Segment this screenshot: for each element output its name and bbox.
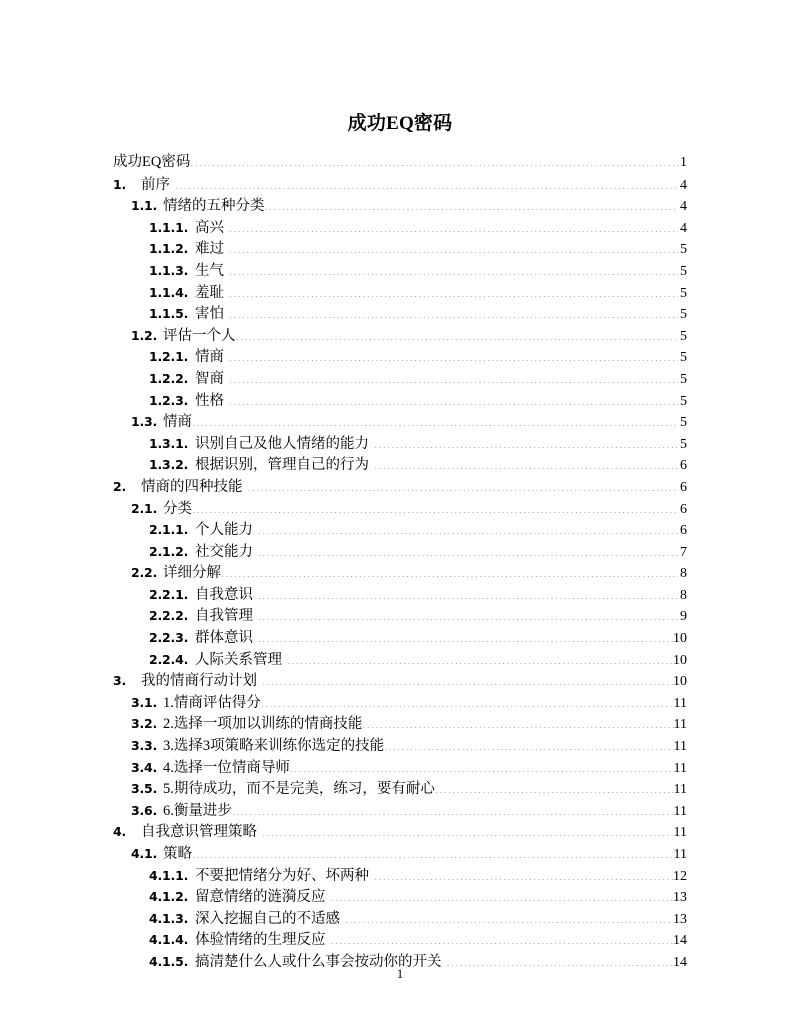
toc-entry-page-number: 5 [680, 242, 687, 258]
toc-dot-leader [362, 714, 673, 728]
toc-entry-number: 1.2. [131, 327, 158, 343]
toc-dot-leader [229, 369, 678, 383]
toc-entry-page-number: 4 [680, 199, 687, 215]
toc-entry-number: 2.2.1. [149, 586, 189, 602]
toc-entry-label: 成功EQ密码 [113, 154, 191, 170]
toc-entry-page-number: 13 [673, 890, 687, 906]
toc-entry-label: 个人能力 [195, 522, 253, 539]
toc-entry-label: 情绪的五种分类 [163, 198, 265, 215]
toc-entry-page-number: 12 [673, 868, 687, 884]
toc-entry[interactable] [131, 778, 687, 800]
toc-dot-leader [435, 779, 674, 793]
toc-dot-leader [229, 347, 678, 361]
toc-entry-label: 自我管理 [195, 608, 253, 625]
toc-entry-number: 2.2.4. [149, 651, 189, 667]
toc-dot-leader [229, 261, 678, 275]
toc-entry[interactable] [149, 368, 687, 390]
toc-entry-number: 2.2. [131, 565, 158, 581]
toc-entry-label: 羞耻 [195, 284, 224, 301]
toc-entry[interactable] [149, 929, 687, 951]
toc-entry-label: 3.选择3项策略来训练你选定的技能 [163, 738, 385, 755]
toc-entry-page-number: 9 [680, 609, 687, 625]
toc-entry-page-number: 10 [673, 631, 687, 647]
toc-entry-label: 评估一个人 [163, 327, 236, 344]
toc-entry-page-number: 11 [673, 847, 687, 862]
toc-dot-leader [290, 758, 674, 772]
toc-entry-page-number: 11 [673, 782, 687, 798]
toc-dot-leader [374, 866, 673, 880]
toc-entry-number: 1.3. [131, 414, 158, 430]
toc-entry[interactable] [131, 843, 687, 865]
toc-dot-leader [374, 455, 678, 469]
toc-entry-label: 性格 [195, 392, 224, 409]
toc-dot-leader [232, 801, 674, 815]
toc-dot-leader [258, 606, 678, 620]
toc-entry[interactable] [149, 282, 687, 304]
toc-dot-leader [175, 175, 678, 189]
toc-entry-label: 4.选择一位情商导师 [163, 759, 290, 776]
toc-entry-number: 3.3. [131, 738, 158, 754]
toc-entry-number: 3.2. [131, 716, 158, 732]
toc-dot-leader [331, 887, 674, 901]
toc-entry-number: 4.1.5. [149, 953, 189, 969]
toc-entry[interactable] [113, 670, 687, 692]
toc-entry-number: 4. [113, 824, 127, 840]
toc-entry-page-number: 11 [673, 739, 687, 755]
toc-entry-label: 生气 [195, 262, 224, 279]
toc-entry-label: 高兴 [195, 219, 224, 236]
toc-dot-leader [192, 499, 678, 513]
toc-entry-number: 4.1.1. [149, 867, 189, 883]
toc-entry-number: 2.2.3. [149, 630, 189, 646]
toc-entry-page-number: 11 [673, 803, 687, 819]
toc-entry-number: 1.3.2. [149, 457, 189, 473]
toc-dot-leader [229, 239, 678, 253]
toc-entry-label: 社交能力 [195, 543, 253, 560]
toc-entry[interactable] [113, 174, 687, 196]
toc-entry[interactable] [131, 325, 687, 347]
toc-entry-label: 1.情商评估得分 [163, 694, 261, 711]
toc-dot-leader [262, 822, 674, 836]
toc-entry-label: 详细分解 [163, 565, 221, 582]
toc-dot-leader [447, 952, 674, 966]
toc-entry[interactable] [149, 605, 687, 627]
toc-entry-label: 2.选择一项加以训练的情商技能 [163, 716, 363, 733]
toc-dot-leader [265, 196, 679, 210]
toc-entry[interactable] [131, 411, 687, 433]
toc-entry-page-number: 5 [680, 307, 687, 323]
toc-entry-label: 搞清楚什么人或什么事会按动你的开关 [195, 953, 442, 970]
toc-entry[interactable] [113, 476, 687, 498]
toc-entry[interactable] [149, 390, 687, 412]
toc-entry-number: 2. [113, 478, 127, 494]
toc-entry[interactable] [131, 800, 687, 822]
toc-dot-leader [258, 520, 678, 534]
toc-entry-label: 人际关系管理 [195, 651, 282, 668]
toc-dot-leader [229, 283, 678, 297]
toc-entry-label: 情商 [195, 349, 224, 366]
toc-entry-label: 分类 [163, 500, 192, 517]
toc-entry[interactable] [131, 498, 687, 520]
toc-entry-page-number: 5 [680, 263, 687, 279]
toc-dot-leader [229, 218, 678, 232]
toc-entry[interactable] [149, 260, 687, 282]
toc-entry-page-number: 10 [673, 674, 687, 690]
toc-dot-leader [345, 909, 673, 923]
toc-dot-leader [190, 152, 678, 166]
toc-entry[interactable] [149, 627, 687, 649]
toc-dot-leader [192, 844, 674, 858]
toc-entry[interactable] [149, 908, 687, 930]
toc-entry-page-number: 13 [673, 911, 687, 927]
toc-entry-page-number: 11 [673, 717, 687, 733]
toc-entry-number: 3.4. [131, 759, 158, 775]
toc-entry-number: 4.1.4. [149, 932, 189, 948]
toc-entry[interactable] [149, 217, 687, 239]
toc-entry-page-number: 4 [680, 220, 687, 236]
toc-entry[interactable] [131, 757, 687, 779]
toc-entry-label: 我的情商行动计划 [141, 673, 257, 690]
toc-entry[interactable] [149, 303, 687, 325]
toc-entry-label: 6.衡量进步 [163, 802, 232, 819]
toc-entry[interactable] [131, 713, 687, 735]
toc-entry[interactable] [149, 454, 687, 476]
footer-page-number: 1 [396, 966, 404, 981]
toc-entry[interactable] [149, 433, 687, 455]
toc-entry-label: 策略 [163, 846, 192, 862]
toc-entry-label: 群体意识 [195, 630, 253, 647]
toc-dot-leader [374, 434, 678, 448]
toc-entry[interactable] [149, 865, 687, 887]
toc-entry-number: 3. [113, 673, 127, 689]
toc-dot-leader [248, 477, 679, 491]
toc-entry-page-number: 14 [673, 954, 687, 970]
toc-entry[interactable] [149, 541, 687, 563]
toc-entry-page-number: 4 [680, 177, 687, 193]
toc-entry-label: 不要把情绪分为好、坏两种 [195, 867, 369, 884]
toc-entry[interactable] [149, 649, 687, 671]
toc-entry-page-number: 6 [680, 458, 687, 474]
toc-entry-label: 情商 [163, 414, 192, 431]
toc-entry-label: 自我意识管理策略 [141, 824, 257, 841]
toc-entry-page-number: 11 [673, 760, 687, 776]
toc-entry-number: 3.6. [131, 802, 158, 818]
toc-entry-number: 2.2.2. [149, 608, 189, 624]
toc-entry-number: 3.5. [131, 781, 158, 797]
toc-dot-leader [262, 671, 673, 685]
toc-entry-label: 5.期待成功，而不是完美，练习，要有耐心 [163, 781, 435, 798]
toc-entry-number: 1.2.2. [149, 370, 189, 386]
toc-dot-leader [331, 930, 674, 944]
toc-entry-page-number: 5 [680, 285, 687, 301]
toc-entry[interactable] [149, 519, 687, 541]
toc-entry-number: 1.2.1. [149, 349, 189, 365]
toc-entry-page-number: 6 [680, 501, 687, 517]
toc-entry-page-number: 8 [680, 587, 687, 603]
toc-dot-leader [261, 693, 674, 707]
toc-dot-leader [229, 391, 678, 405]
page-title: 成功EQ密码 [347, 113, 453, 134]
toc-entry[interactable] [149, 346, 687, 368]
toc-dot-leader [229, 304, 678, 318]
toc-entry[interactable] [131, 692, 687, 714]
toc-entry-number: 4.1. [131, 846, 158, 861]
toc-entry-number: 1. [113, 176, 127, 192]
toc-entry[interactable] [131, 735, 687, 757]
toc-entry-page-number: 10 [673, 652, 687, 668]
table-of-contents [113, 152, 687, 973]
toc-entry-label: 害怕 [195, 306, 224, 323]
toc-entry-label: 难过 [195, 241, 224, 258]
toc-dot-leader [287, 650, 673, 664]
toc-entry-number: 4.1.3. [149, 910, 189, 926]
toc-entry-number: 1.1.5. [149, 306, 189, 322]
toc-entry-page-number: 5 [680, 371, 687, 387]
toc-entry[interactable] [131, 195, 687, 217]
toc-entry-page-number: 5 [680, 415, 687, 431]
toc-dot-leader [258, 585, 678, 599]
toc-entry[interactable] [149, 584, 687, 606]
toc-entry-number: 1.1.2. [149, 241, 189, 257]
toc-entry[interactable] [113, 152, 687, 174]
toc-entry-number: 1.1. [131, 198, 158, 214]
toc-entry-number: 1.1.4. [149, 284, 189, 300]
toc-entry-number: 2.1.1. [149, 522, 189, 538]
toc-entry-page-number: 11 [673, 825, 687, 841]
toc-dot-leader [258, 628, 673, 642]
toc-entry-number: 4.1.2. [149, 889, 189, 905]
toc-entry-page-number: 8 [680, 566, 687, 582]
toc-entry-label: 自我意识 [195, 586, 253, 603]
toc-entry[interactable] [131, 562, 687, 584]
toc-entry-page-number: 5 [680, 436, 687, 452]
toc-entry-page-number: 5 [680, 328, 687, 344]
toc-entry-page-number: 5 [680, 393, 687, 409]
toc-entry-number: 2.1. [131, 500, 158, 516]
toc-entry-page-number: 7 [680, 544, 687, 560]
toc-entry-page-number: 6 [680, 523, 687, 539]
toc-entry[interactable] [149, 238, 687, 260]
toc-entry-label: 体验情绪的生理反应 [195, 932, 326, 949]
toc-dot-leader [221, 563, 678, 577]
toc-entry-label: 前序 [141, 176, 170, 193]
toc-entry-number: 2.1.2. [149, 543, 189, 559]
toc-entry-label: 情商的四种技能 [141, 478, 243, 495]
toc-entry-page-number: 5 [680, 350, 687, 366]
toc-entry-label: 识别自己及他人情绪的能力 [195, 435, 369, 452]
toc-dot-leader [384, 736, 673, 750]
toc-entry-label: 深入挖掘自己的不适感 [195, 910, 340, 927]
toc-entry-page-number: 14 [673, 933, 687, 949]
toc-dot-leader [258, 542, 678, 556]
toc-entry-number: 1.1.3. [149, 262, 189, 278]
toc-entry[interactable] [149, 886, 687, 908]
toc-entry[interactable] [113, 821, 687, 843]
toc-entry-number: 1.3.1. [149, 435, 189, 451]
toc-entry-page-number: 1 [680, 155, 687, 170]
toc-entry-label: 智商 [195, 370, 224, 387]
toc-entry-page-number: 11 [673, 695, 687, 711]
toc-dot-leader [236, 326, 679, 340]
toc-entry-number: 3.1. [131, 694, 158, 710]
toc-entry-page-number: 6 [680, 479, 687, 495]
toc-entry-label: 根据识别，管理自己的行为 [195, 457, 369, 474]
toc-entry-number: 1.2.3. [149, 392, 189, 408]
toc-dot-leader [192, 412, 678, 426]
toc-entry-number: 1.1.1. [149, 219, 189, 235]
toc-entry-label: 留意情绪的涟漪反应 [195, 889, 326, 906]
